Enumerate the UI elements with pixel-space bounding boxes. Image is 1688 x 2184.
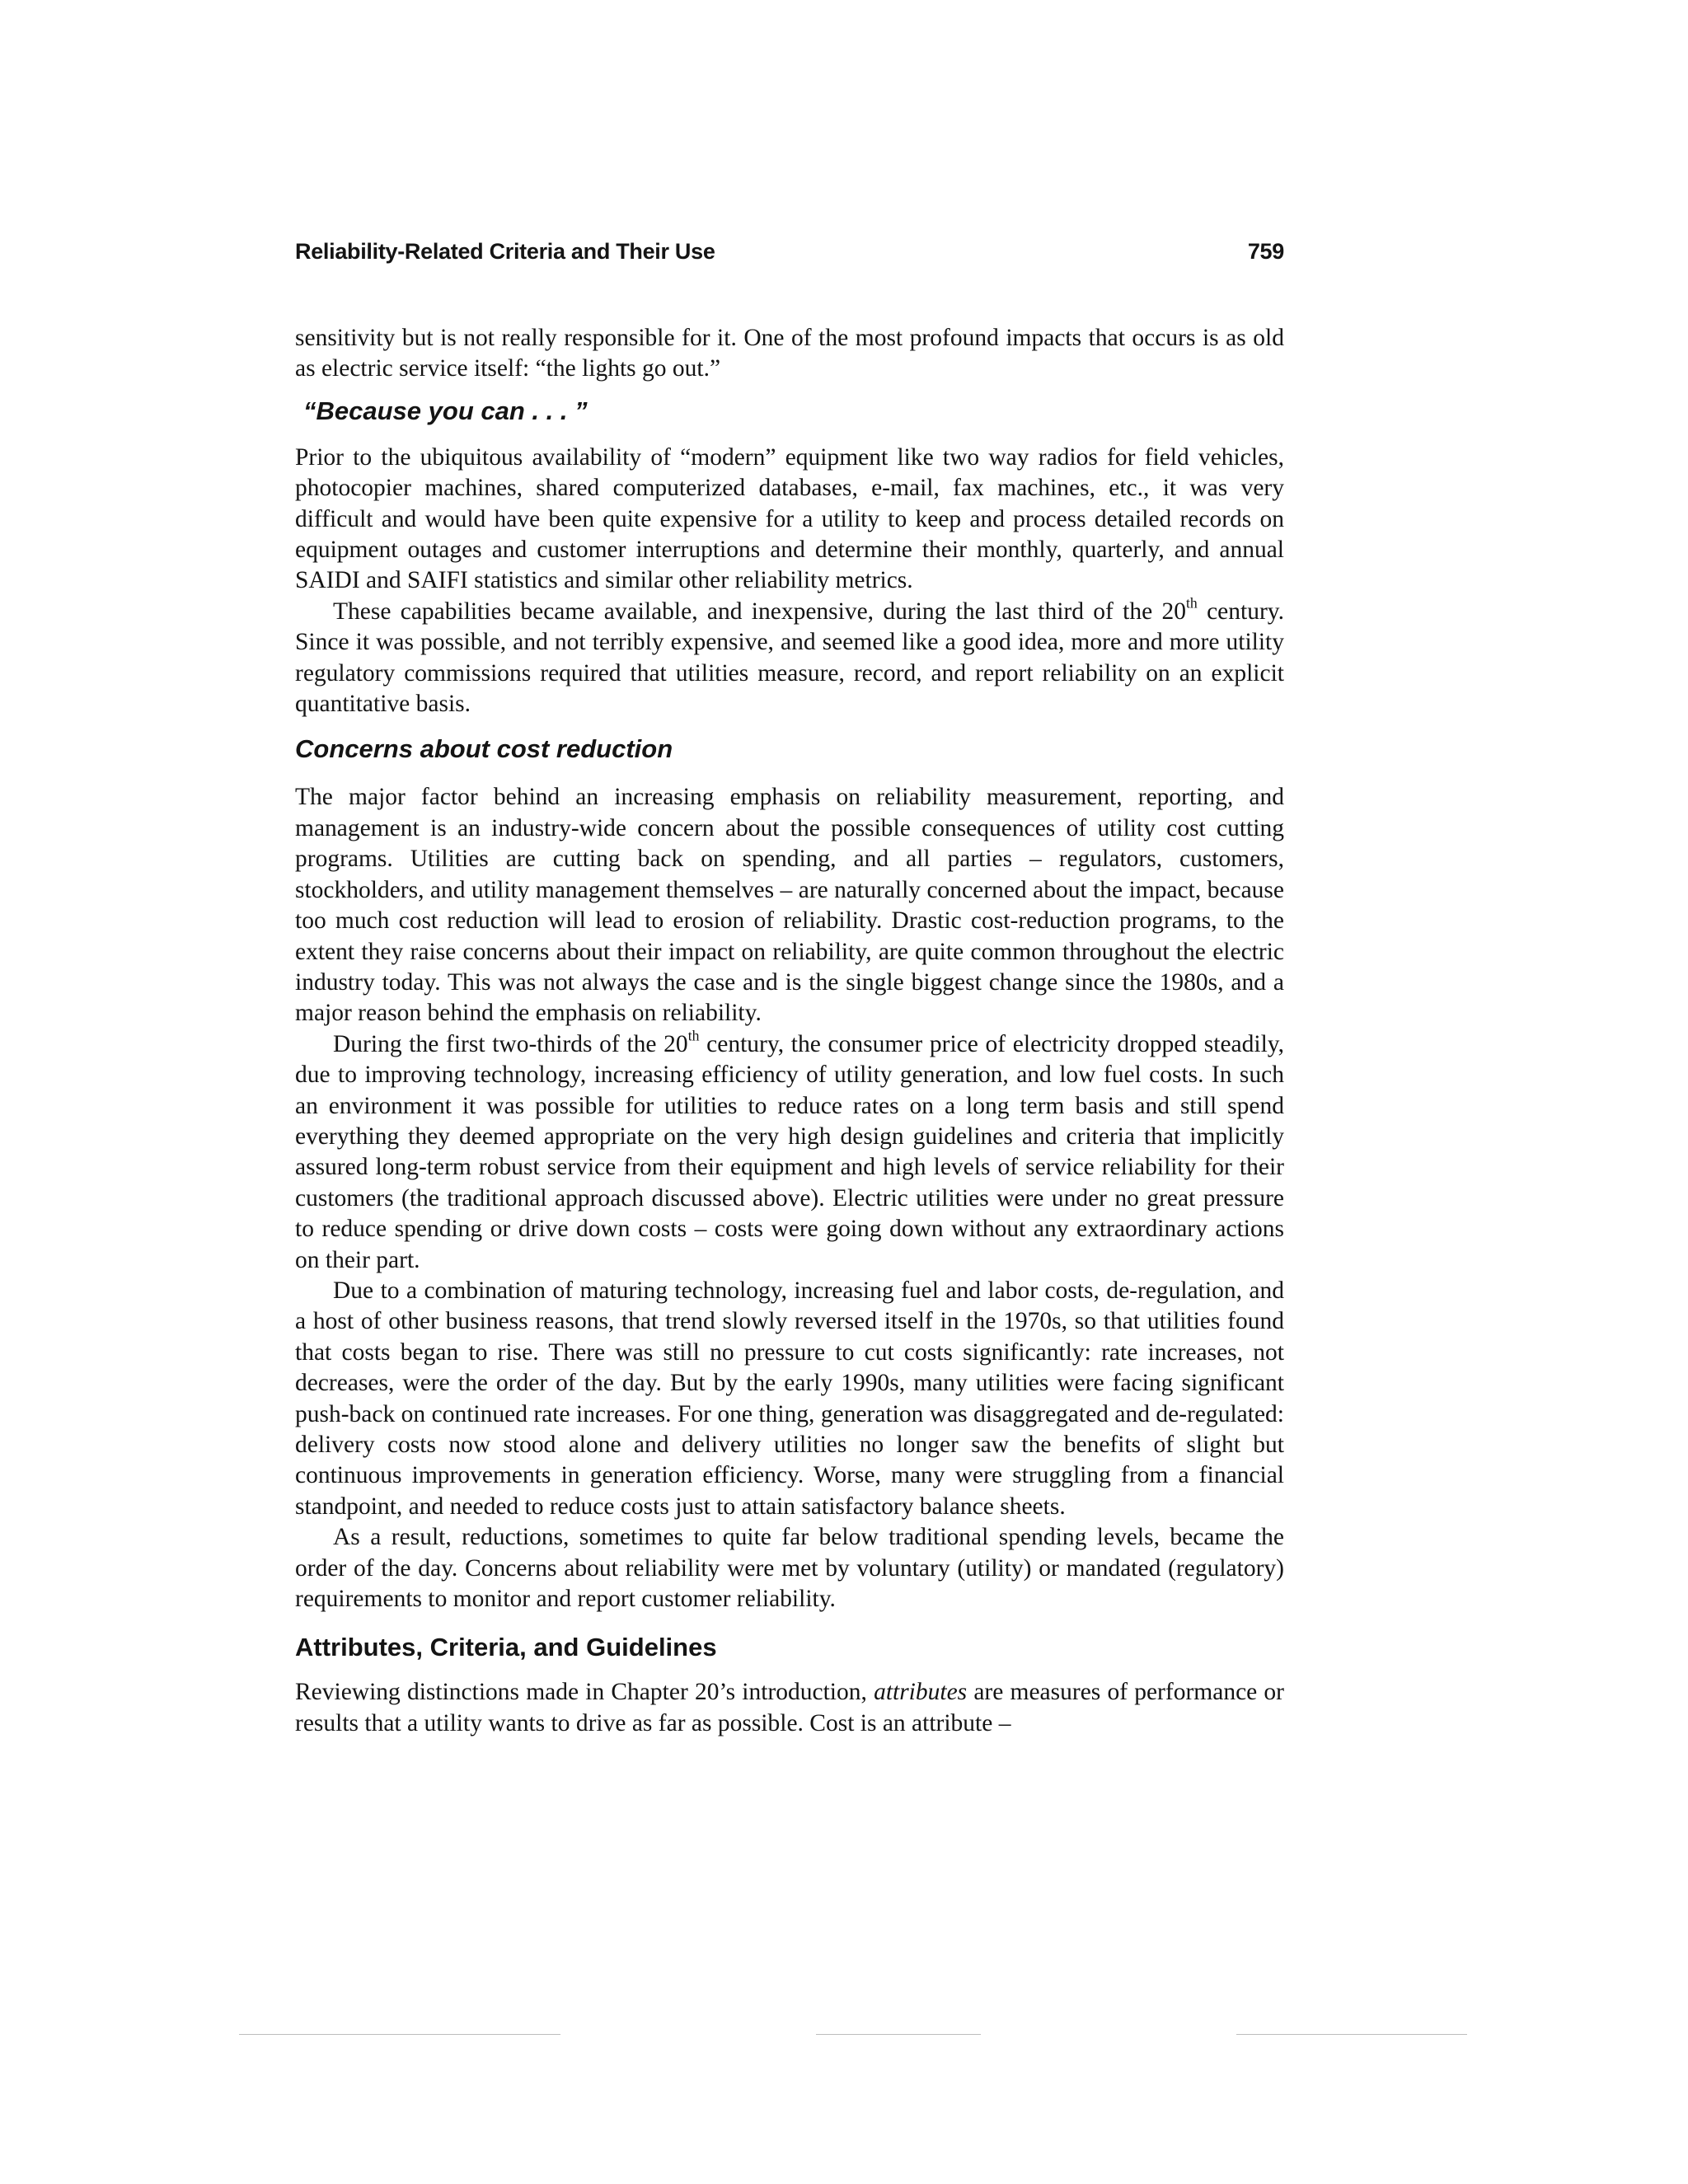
heading-because-you-can: “Because you can . . . ” xyxy=(303,396,588,425)
paragraph-major-factor: The major factor behind an increasing emphasis on reliability measurement, reporting, and management is an industry-wide concern about the possible consequences of utility cost cutting programs. Utilities are cutting back on spending, and all parties – regulators, customers, stockholders, and utility management themselves – are naturally concerned about the impact, because too much cost reduction will lead to erosion of reliability. Drastic cost-reduction programs, to the extent they raise concerns about their impact on reliability, are quite common throughout the electric industry today. This was not always the case and is the single biggest change since the 1980s, and a major reason behind the emphasis on reliability. xyxy=(295,784,1284,1027)
paragraph-maturing-technology: Due to a combination of maturing technology, increasing fuel and labor costs, de-regulation, and a host of other business reasons, that trend slowly reversed itself in the 1970s, so that utilities found that costs began to rise. There was still no pressure to cut costs significantly: rate increases, not decreases, were the order of the day. But by the early 1990s, many utilities were facing significant push-back on continued rate increases. For one thing, generation was disaggregated and de-regulated: delivery costs now stood alone and delivery utilities no longer saw the benefits of slight but continuous improvements in generation efficiency. Worse, many were struggling from a financial standpoint, and needed to reduce costs just to attain satisfactory balance sheets. xyxy=(295,1277,1284,1520)
paragraph-continuation: sensitivity but is not really responsible for it. One of the most profound impacts that occurs is as old as electric service itself: “the lights go out.” xyxy=(295,325,1284,382)
running-header-title: Reliability-Related Criteria and Their Use xyxy=(295,239,715,264)
paragraph-reviewing-distinctions: Reviewing distinctions made in Chapter 20’s introduction, attributes are measures of performance or results that a utility wants to drive as far as possible. Cost is an attribute – xyxy=(295,1679,1285,1736)
heading-attributes-criteria-guidelines: Attributes, Criteria, and Guidelines xyxy=(295,1633,717,1662)
page-number: 759 xyxy=(1247,239,1284,264)
paragraph-first-two-thirds: During the first two-thirds of the 20th century, the consumer price of electricity dropped steadily, due to improving technology, increasing efficiency of utility generation, and low fuel costs. In such an environment it was possible for utilities to reduce rates on a long term basis and still spend everything they deemed appropriate on the very high design guidelines and criteria that implicitly assured long-term robust service from their equipment and high levels of service reliability for their customers (the traditional approach discussed above). Electric utilities were under no great pressure to reduce spending or drive down costs – costs were going down without any extraordinary actions on their part. xyxy=(295,1027,1284,1273)
paragraph-capabilities: These capabilities became available, and inexpensive, during the last third of the 20th century. Since it was possible, and not terribly expensive, and seemed like a good idea, more and more utility regulatory commissions required that utilities measure, record, and report reliability on an explicit quantitative basis. xyxy=(295,594,1284,718)
scan-artifact xyxy=(816,2034,981,2035)
heading-concerns-cost-reduction: Concerns about cost reduction xyxy=(295,734,673,764)
page-body xyxy=(295,323,1284,1739)
scan-artifact xyxy=(1236,2034,1467,2035)
running-header xyxy=(295,239,1284,265)
scan-artifact xyxy=(239,2034,560,2035)
paragraph-as-a-result: As a result, reductions, sometimes to quite far below traditional spending levels, became the order of the day. Concerns about reliability were met by voluntary (utility) or mandated (regulatory) requirements to monitor and report customer reliability. xyxy=(295,1524,1284,1613)
paragraph-prior-to: Prior to the ubiquitous availability of “modern” equipment like two way radios for field vehicles, photocopier machines, shared computerized databases, e-mail, fax machines, etc., it was very difficult and would have been quite expensive for a utility to keep and process detailed records on equipment outages and customer interruptions and determine their monthly, quarterly, and annual SAIDI and SAIFI statistics and similar other reliability metrics. xyxy=(295,443,1284,594)
